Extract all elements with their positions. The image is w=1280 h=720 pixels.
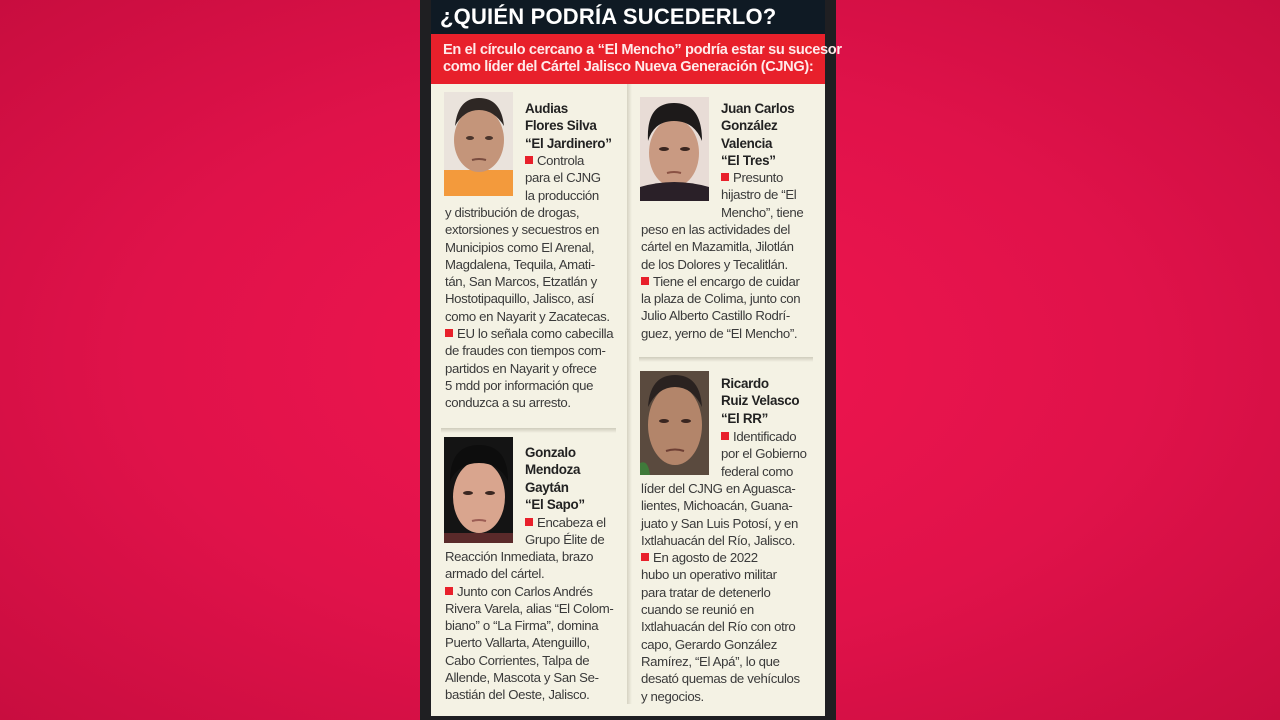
- text-line: tán, San Marcos, Etzatlán y: [445, 274, 597, 290]
- intro-line: En el círculo cercano a “El Mencho” podría estar su sucesor: [443, 42, 842, 58]
- bullet-icon: [445, 587, 453, 595]
- text-line: capo, Gerardo González: [641, 636, 777, 652]
- text-line: Reacción Inmediata, brazo: [445, 549, 594, 564]
- text-line: EU lo señala como cabecilla: [457, 326, 614, 342]
- text-line: Ixtlahuacán del Río con otro: [641, 619, 796, 635]
- text-line: conduzca a su arresto.: [445, 395, 571, 411]
- profile-name: [721, 375, 799, 427]
- text-line: [525, 152, 601, 169]
- text-line: Puerto Vallarta, Atenguillo,: [445, 635, 590, 651]
- text-line: “El RR”: [721, 410, 769, 426]
- profile-description: [721, 169, 803, 221]
- text-line: [641, 273, 800, 290]
- section-separator: [639, 357, 813, 362]
- photo-juan-carlos-gonzalez-valencia: [640, 97, 709, 201]
- bullet-icon: [445, 329, 453, 337]
- text-line: Ramírez, “El Apá”, lo que: [641, 653, 780, 669]
- text-line: Valencia: [721, 135, 773, 151]
- infographic-panel: [431, 0, 842, 716]
- text-line: partidos en Nayarit y ofrece: [445, 360, 597, 376]
- text-line: Flores Silva: [525, 118, 597, 134]
- text-line: Junto con Carlos Andrés: [457, 583, 593, 599]
- text-line: la producción: [525, 187, 599, 203]
- text-line: “El Jardinero”: [525, 135, 612, 151]
- text-line: la plaza de Colima, junto con: [641, 291, 801, 307]
- column-divider: [627, 84, 632, 704]
- text-line: Allende, Mascota y San Se-: [445, 670, 599, 686]
- text-line: “El Sapo”: [525, 497, 585, 513]
- text-line: de fraudes con tiempos com-: [445, 343, 606, 359]
- profile-description-cont: [445, 204, 613, 412]
- text-line: como en Nayarit y Zacatecas.: [445, 308, 610, 324]
- text-line: Gaytán: [525, 479, 569, 495]
- text-line: Hostotipaquillo, Jalisco, así: [445, 291, 594, 307]
- text-line: En agosto de 2022: [653, 550, 758, 566]
- text-line: “El Tres”: [721, 153, 776, 169]
- text-line: por el Gobierno: [721, 446, 807, 462]
- text-line: líder del CJNG en Aguasca-: [641, 481, 796, 496]
- intro-text: [443, 42, 842, 76]
- text-line: extorsiones y secuestros en: [445, 222, 600, 238]
- bullet-icon: [721, 432, 729, 440]
- text-line: armado del cártel.: [445, 566, 545, 582]
- text-line: Encabeza el: [537, 515, 606, 530]
- intro-line: como líder del Cártel Jalisco Nueva Generación (CJNG):: [443, 59, 814, 75]
- text-line: y negocios.: [641, 688, 704, 704]
- intro-bar: [431, 34, 842, 84]
- text-line: [721, 169, 803, 186]
- text-line: Controla: [537, 153, 585, 168]
- headline-bar: [431, 0, 825, 34]
- text-line: González: [721, 118, 778, 134]
- text-line: Juan Carlos: [721, 101, 795, 116]
- text-line: Julio Alberto Castillo Rodrí-: [641, 308, 790, 324]
- text-line: 5 mdd por información que: [445, 377, 594, 393]
- bullet-icon: [721, 173, 729, 181]
- text-line: cuando se reunió en: [641, 602, 754, 618]
- profile-description-cont: [641, 221, 800, 342]
- text-line: [525, 514, 606, 531]
- text-line: Municipios como El Arenal,: [445, 239, 595, 255]
- profile-description-cont: [445, 548, 613, 704]
- text-line: [721, 428, 807, 445]
- photo-ricardo-ruiz-velasco: [640, 371, 709, 475]
- text-line: para el CJNG: [525, 170, 601, 186]
- text-line: Grupo Élite de: [525, 532, 605, 548]
- profile-description-cont: [641, 480, 800, 705]
- text-line: de los Dolores y Tecalitlán.: [641, 256, 788, 272]
- headline: ¿QUIÉN PODRÍA SUCEDERLO?: [440, 4, 777, 29]
- text-line: Rivera Varela, alias “El Colom-: [445, 600, 614, 616]
- text-line: Tiene el encargo de cuidar: [653, 273, 800, 289]
- profile-name: [721, 100, 794, 170]
- text-line: y distribución de drogas,: [445, 205, 580, 220]
- bullet-icon: [641, 277, 649, 285]
- text-line: guez, yerno de “El Mencho”.: [641, 325, 798, 341]
- text-line: [445, 583, 613, 600]
- text-line: [445, 325, 613, 342]
- text-line: Mendoza: [525, 462, 581, 478]
- text-line: cártel en Mazamitla, Jilotlán: [641, 239, 794, 255]
- text-line: Ricardo: [721, 376, 769, 391]
- bullet-icon: [641, 553, 649, 561]
- text-line: hijastro de “El: [721, 187, 797, 203]
- text-line: Cabo Corrientes, Talpa de: [445, 652, 590, 668]
- text-line: lientes, Michoacán, Guana-: [641, 498, 793, 514]
- section-separator: [441, 428, 616, 433]
- text-line: bastián del Oeste, Jalisco.: [445, 687, 590, 703]
- text-line: biano” o “La Firma”, domina: [445, 618, 599, 634]
- profile-description: [525, 514, 606, 549]
- text-line: Audias: [525, 101, 568, 116]
- photo-audias-flores-silva: [444, 92, 513, 196]
- text-line: juato y San Luis Potosí, y en: [641, 515, 798, 531]
- photo-gonzalo-mendoza-gaytan: [444, 437, 513, 543]
- text-line: peso en las actividades del: [641, 222, 790, 237]
- text-line: Identificado: [733, 429, 797, 444]
- text-line: federal como: [721, 463, 794, 479]
- text-line: Gonzalo: [525, 445, 576, 460]
- text-line: Magdalena, Tequila, Amati-: [445, 256, 595, 272]
- profile-name: [525, 100, 612, 152]
- text-line: Ruiz Velasco: [721, 393, 800, 409]
- text-line: [641, 549, 800, 566]
- text-line: desató quemas de vehículos: [641, 671, 800, 687]
- profile-description: [525, 152, 601, 204]
- text-line: Ixtlahuacán del Río, Jalisco.: [641, 532, 796, 548]
- text-line: Mencho”, tiene: [721, 204, 804, 220]
- profile-description: [721, 428, 807, 480]
- text-line: hubo un operativo militar: [641, 567, 777, 583]
- text-line: para tratar de detenerlo: [641, 584, 771, 600]
- profile-name: [525, 444, 585, 514]
- bullet-icon: [525, 156, 533, 164]
- bullet-icon: [525, 518, 533, 526]
- text-line: Presunto: [733, 170, 783, 185]
